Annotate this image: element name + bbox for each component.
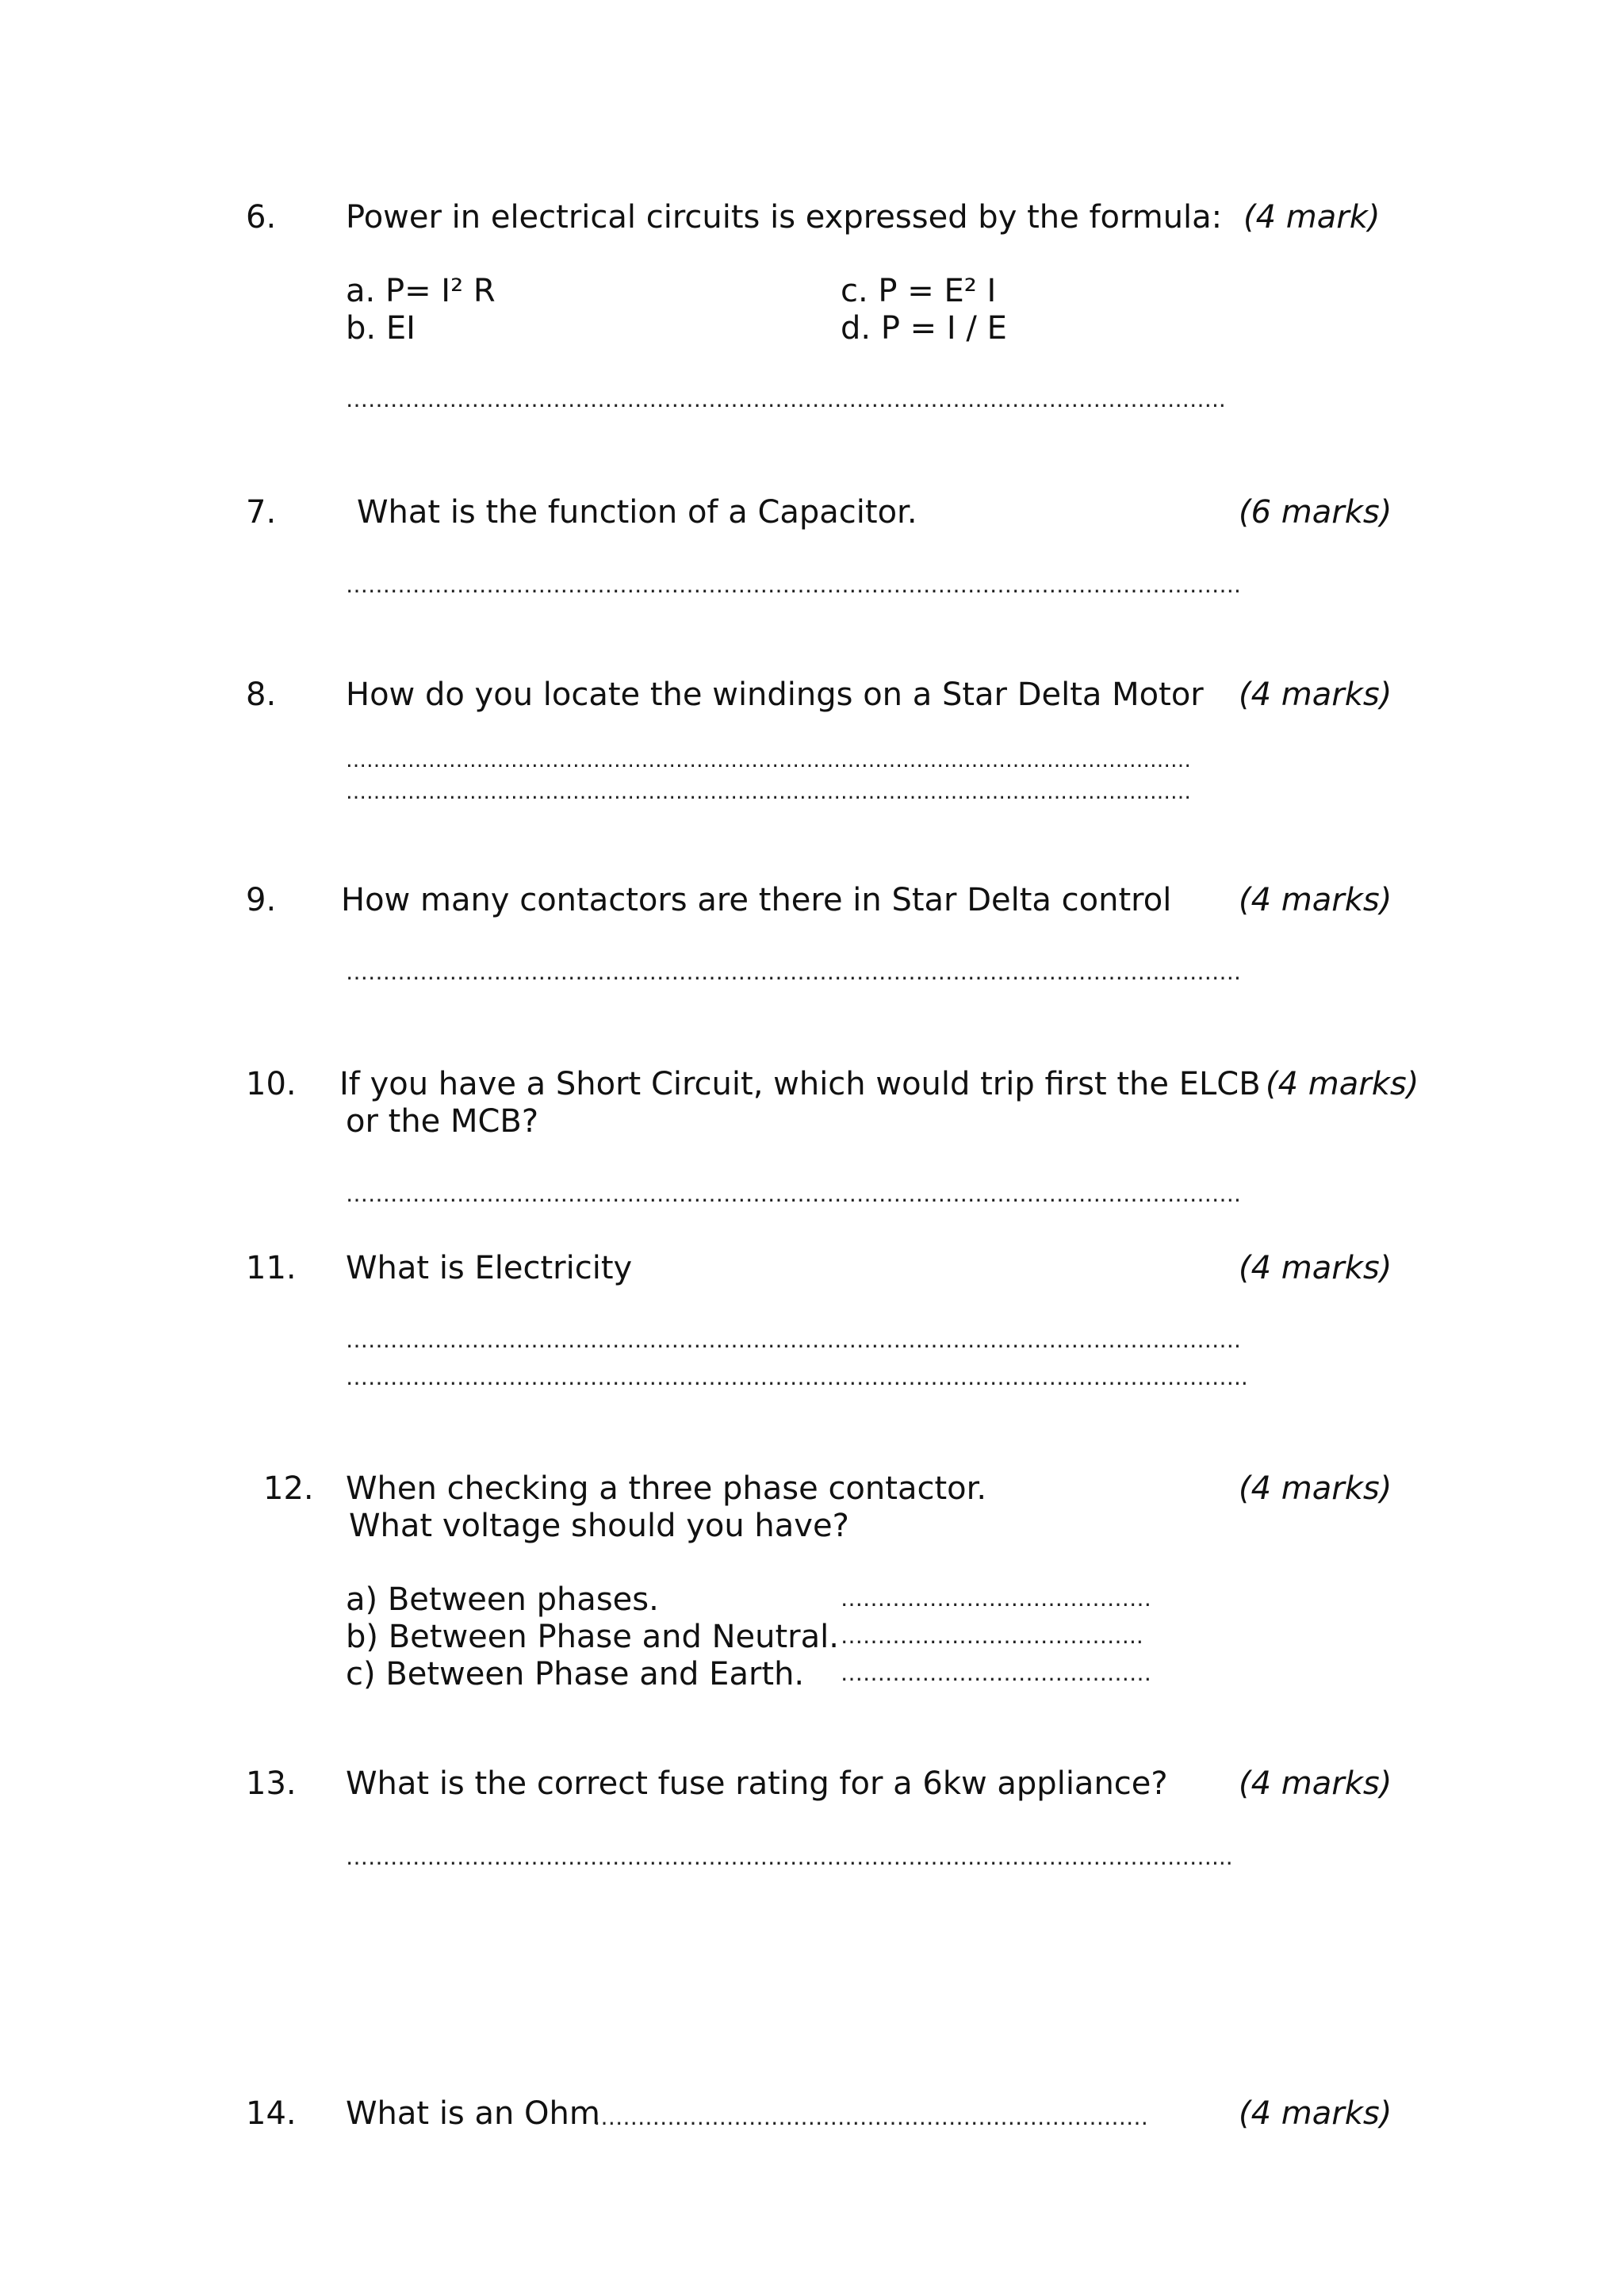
- question-text-line-1: When checking a three phase contactor.: [346, 1470, 987, 1507]
- answer-line[interactable]: …………………………………………………………………: [593, 2104, 1148, 2130]
- question-number: 11.: [246, 1250, 297, 1286]
- question-text: How do you locate the windings on a Star Delta Motor: [346, 677, 1204, 713]
- question-marks: (4 marks): [1239, 1470, 1392, 1507]
- answer-line[interactable]: ………………………………………………………………………………………………………….: [346, 959, 1241, 985]
- sub-item-b-label: b) Between Phase and Neutral.: [346, 1619, 839, 1655]
- question-text: What is the correct fuse rating for a 6kw appliance?: [346, 1765, 1168, 1802]
- question-text: Power in electrical circuits is expressed by the formula:: [346, 199, 1223, 236]
- question-number: 9.: [246, 882, 277, 918]
- answer-line[interactable]: ………………………………………………………………………………………………………..: [346, 386, 1226, 412]
- question-marks: (4 marks): [1266, 1066, 1419, 1102]
- option-b: b. EI: [346, 310, 416, 347]
- question-text-line-2: What voltage should you have?: [349, 1508, 849, 1544]
- question-marks: (4 mark): [1243, 199, 1381, 236]
- question-number: 12.: [263, 1470, 314, 1507]
- question-number: 8.: [246, 677, 277, 713]
- option-a: a. P= I² R: [346, 273, 496, 309]
- answer-line-2[interactable]: ……………………………………………………………………………………………………………: [346, 780, 1191, 804]
- question-text: What is the function of a Capacitor.: [357, 494, 917, 531]
- sub-item-c-label: c) Between Phase and Earth.: [346, 1656, 805, 1692]
- question-marks: (4 marks): [1239, 2095, 1392, 2132]
- question-marks: (4 marks): [1239, 677, 1392, 713]
- sub-item-b-blank[interactable]: …………………………………..: [841, 1623, 1143, 1649]
- question-marks: (6 marks): [1239, 494, 1392, 531]
- question-number: 6.: [246, 199, 277, 236]
- question-text: What is Electricity: [346, 1250, 633, 1286]
- answer-line[interactable]: ………………………………………………………………………………………………………….: [346, 1181, 1241, 1207]
- question-marks: (4 marks): [1239, 1765, 1392, 1802]
- question-text: How many contactors are there in Star Delta control: [341, 882, 1172, 918]
- sub-item-a-label: a) Between phases.: [346, 1581, 659, 1618]
- answer-line-1[interactable]: ………………………………………………………………………………………………………….: [346, 1327, 1241, 1353]
- question-text: What is an Ohm: [346, 2095, 600, 2132]
- sub-item-a-blank[interactable]: ……………………………………: [841, 1585, 1151, 1612]
- question-text-line-1: If you have a Short Circuit, which would trip first the ELCB: [339, 1066, 1261, 1102]
- sub-item-c-blank[interactable]: ……………………………………: [841, 1660, 1151, 1686]
- answer-line[interactable]: ………………………………………………………………………………………………………….: [346, 572, 1241, 598]
- question-number: 13.: [246, 1765, 297, 1802]
- question-number: 10.: [246, 1066, 297, 1102]
- option-d: d. P = I / E: [841, 310, 1007, 347]
- question-number: 14.: [246, 2095, 297, 2132]
- answer-line[interactable]: ………………………………………………………………………………………………………...: [346, 1844, 1233, 1870]
- question-marks: (4 marks): [1239, 882, 1392, 918]
- option-c: c. P = E² I: [841, 273, 997, 309]
- question-number: 7.: [246, 494, 277, 531]
- answer-line-2[interactable]: …………………………………………………………………………………………………………..: [346, 1364, 1248, 1390]
- answer-line-1[interactable]: ……………………………………………………………………………………………………………: [346, 749, 1191, 772]
- question-marks: (4 marks): [1239, 1250, 1392, 1286]
- question-text-line-2: or the MCB?: [346, 1103, 539, 1140]
